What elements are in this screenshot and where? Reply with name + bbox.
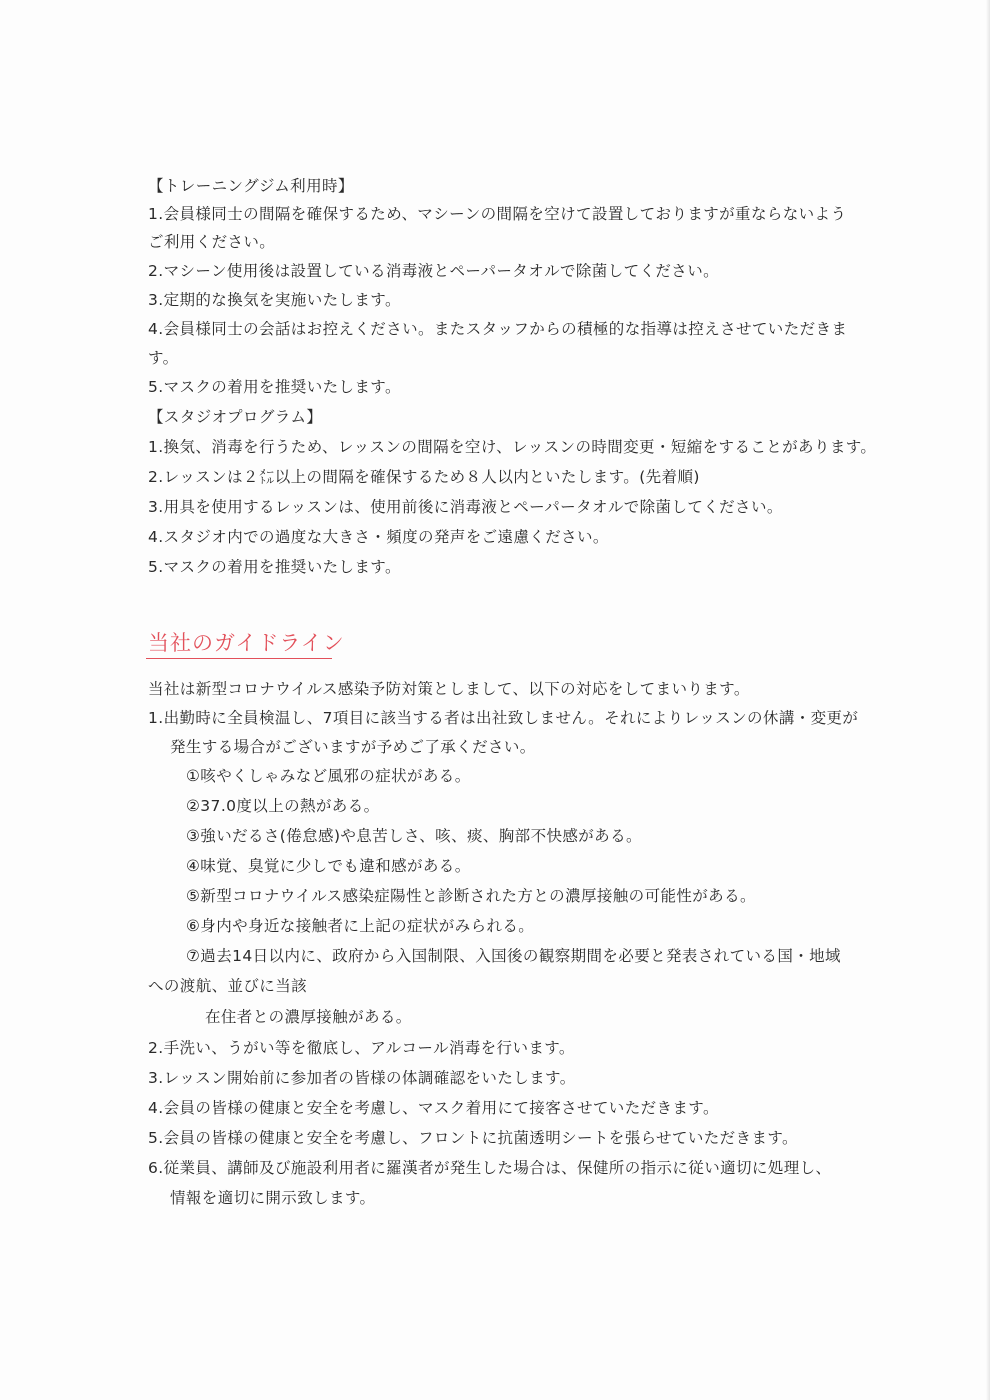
- gym-item-4: 4.会員様同士の会話はお控えください。またスタッフからの積極的な指導は控えさせていただきま: [148, 320, 848, 338]
- condition-3: ③強いだるさ(倦怠感)や息苦しさ、咳、痰、胸部不快感がある。: [186, 827, 642, 845]
- condition-7: ⑦過去14日以内に、政府から入国制限、入国後の観察期間を必要と発表されている国・地域: [186, 947, 841, 965]
- guideline-item-5: 5.会員の皆様の健康と安全を考慮し、フロントに抗菌透明シートを張らせていただきます。: [148, 1129, 798, 1147]
- condition-4: ④味覚、臭覚に少しでも違和感がある。: [186, 857, 471, 875]
- condition-7-continued: への渡航、並びに当該: [148, 977, 308, 995]
- guideline-item-3: 3.レッスン開始前に参加者の皆様の体調確認をいたします。: [148, 1069, 576, 1087]
- gym-item-2: 2.マシーン使用後は設置している消毒液とペーパータオルで除菌してください。: [148, 262, 720, 280]
- guideline-heading: 当社のガイドライン: [148, 631, 345, 655]
- condition-5: ⑤新型コロナウイルス感染症陽性と診断された方との濃厚接触の可能性がある。: [186, 887, 756, 905]
- guideline-item-2: 2.手洗い、うがい等を徹底し、アルコール消毒を行います。: [148, 1039, 575, 1057]
- condition-6: ⑥身内や身近な接触者に上記の症状がみられる。: [186, 917, 535, 935]
- scan-edge-shadow: [986, 0, 990, 1400]
- guideline-item-4: 4.会員の皆様の健康と安全を考慮し、マスク着用にて接客させていただきます。: [148, 1099, 719, 1117]
- gym-item-4-continued: す。: [148, 349, 179, 367]
- studio-section-heading: 【スタジオプログラム】: [148, 408, 323, 426]
- guideline-item-1-continued: 発生する場合がございますが予めご了承ください。: [170, 738, 536, 756]
- condition-7-continued-2: 在住者との濃厚接触がある。: [205, 1008, 412, 1026]
- studio-item-2: 2.レッスンは２㍍以上の間隔を確保するため８人以内といたします。(先着順): [148, 468, 700, 486]
- guideline-item-6-continued: 情報を適切に開示致します。: [170, 1189, 376, 1207]
- gym-section-heading: 【トレーニングジム利用時】: [148, 177, 354, 195]
- guideline-item-1: 1.出勤時に全員検温し、7項目に該当する者は出社致しません。それによりレッスンの休講・変更が: [148, 709, 859, 727]
- studio-item-4: 4.スタジオ内での過度な大きさ・頻度の発声をご遠慮ください。: [148, 528, 609, 546]
- gym-item-1-continued: ご利用ください。: [148, 233, 276, 251]
- guideline-intro: 当社は新型コロナウイルス感染予防対策としまして、以下の対応をしてまいります。: [148, 680, 750, 698]
- guideline-heading-underline: [146, 658, 332, 659]
- studio-item-1: 1.換気、消毒を行うため、レッスンの間隔を空け、レッスンの時間変更・短縮をすることがあります。: [148, 438, 877, 456]
- studio-item-5: 5.マスクの着用を推奨いたします。: [148, 558, 401, 576]
- gym-item-5: 5.マスクの着用を推奨いたします。: [148, 378, 401, 396]
- guideline-item-6: 6.従業員、講師及び施設利用者に羅漢者が発生した場合は、保健所の指示に従い適切に処理し、: [148, 1159, 832, 1177]
- studio-item-3: 3.用具を使用するレッスンは、使用前後に消毒液とペーパータオルで除菌してください。: [148, 498, 783, 516]
- condition-1: ①咳やくしゃみなど風邪の症状がある。: [186, 767, 471, 785]
- condition-2: ②37.0度以上の熱がある。: [186, 797, 380, 815]
- gym-item-1: 1.会員様同士の間隔を確保するため、マシーンの間隔を空けて設置しておりますが重ならないよう: [148, 205, 847, 223]
- gym-item-3: 3.定期的な換気を実施いたします。: [148, 291, 401, 309]
